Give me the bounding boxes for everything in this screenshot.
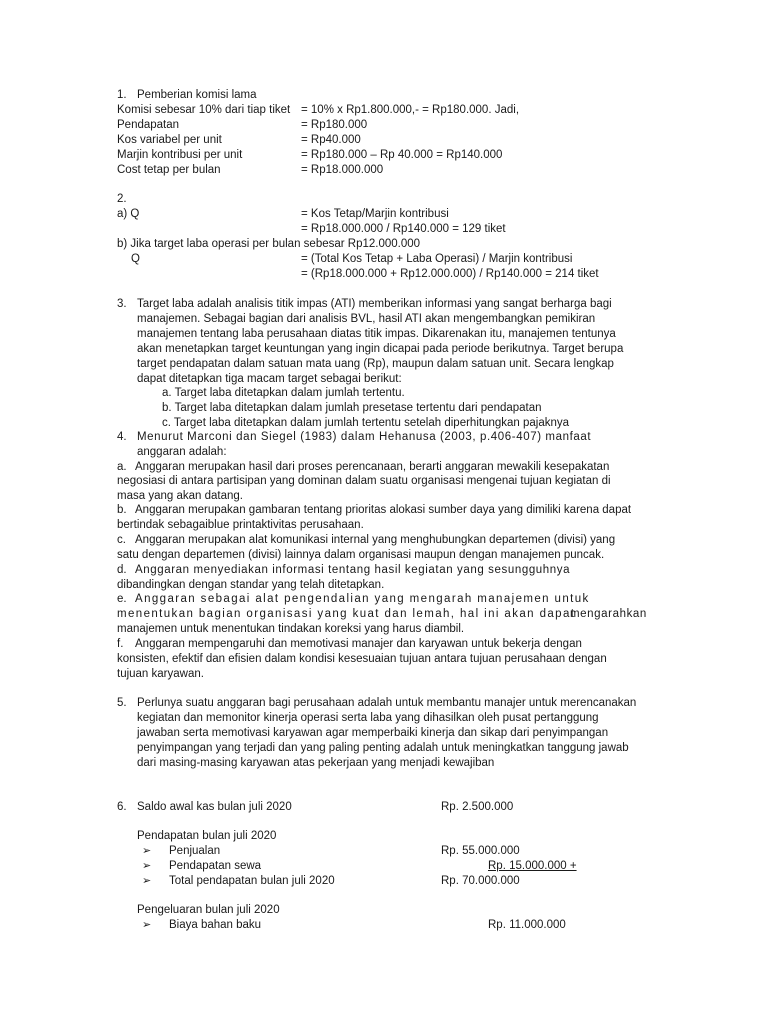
list-item: c. Target laba ditetapkan dalam jumlah tertentu setelah diperhitungkan pajaknya [162,417,570,429]
section-1-number: 1. [117,89,127,101]
row-value: = Rp180.000 [301,119,368,131]
item-text: negosiasi di antara partisipan yang dominan dalam suatu organisasi mengenai tujuan kegiatan di [117,475,611,487]
pendapatan-item-value: Rp. 55.000.000 [441,845,520,857]
item-text: tujuan karyawan. [117,668,204,680]
section-6-number: 6. [117,801,127,813]
paragraph-line: kegiatan dan memonitor kinerja operasi serta laba yang dihasilkan oleh pusat pertanggung [137,712,599,724]
paragraph-line: jawaban serta memotivasi karyawan agar memperbaiki kinerja dan sikap dari penyimpangan [137,727,609,739]
row-label: Komisi sebesar 10% dari tiap tiket [117,104,291,116]
pendapatan-item-value: Rp. 15.000.000 + [488,860,577,872]
row-label: Kos variabel per unit [117,134,222,146]
paragraph-line: manajemen. Sebagai bagian dari analisis BVL, hasil ATI akan mengembangkan pemikiran [137,313,596,325]
pengeluaran-item-value: Rp. 11.000.000 [488,919,566,931]
paragraph-line: akan menetapkan target keuntungan yang ingin dicapai pada periode berikutnya. Target berupa [137,343,624,355]
arrow-bullet-icon: ➢ [142,875,152,887]
saldo-label: Saldo awal kas bulan juli 2020 [137,801,292,813]
section-4-intro: Menurut Marconi dan Siegel (1983) dalam Hehanusa (2003, p.406-407) manfaat [137,431,592,443]
q-b-formula: = (Total Kos Tetap + Laba Operasi) / Marjin kontribusi [301,253,573,265]
section-3-number: 3. [117,298,127,310]
section-4-number: 4. [117,431,127,443]
item-text: Anggaran merupakan hasil dari proses perencanaan, berarti anggaran mewakili kesepakatan [135,461,610,473]
pendapatan-total-value: Rp. 70.000.000 [441,875,520,887]
list-item: b. Target laba ditetapkan dalam jumlah presetase tertentu dari pendapatan [162,402,542,414]
item-marker: b. [117,504,127,516]
item-text: Anggaran merupakan gambaran tentang prioritas alokasi sumber daya yang dimiliki karena dapat [135,504,632,516]
item-text: bertindak sebagaiblue printaktivitas perusahaan. [117,519,364,531]
item-text: masa yang akan datang. [117,490,243,502]
q-a-formula: = Kos Tetap/Marjin kontribusi [301,208,449,220]
item-text: dibandingkan dengan standar yang telah ditetapkan. [117,579,385,591]
section-4-intro: anggaran adalah: [137,446,227,458]
q-a-result: = Rp18.000.000 / Rp140.000 = 129 tiket [301,223,506,235]
q-b-intro: b) Jika target laba operasi per bulan sebesar Rp12.000.000 [117,238,421,250]
item-marker: d. [117,564,127,576]
item-marker: c. [117,534,126,546]
row-value: = Rp180.000 – Rp 40.000 = Rp140.000 [301,149,503,161]
row-label: Cost tetap per bulan [117,164,221,176]
item-text: Anggaran sebagai alat pengendalian yang mengarah manajemen untuk [135,593,590,605]
pengeluaran-heading: Pengeluaran bulan juli 2020 [137,904,280,916]
item-text: menentukan bagian organisasi yang kuat dan lemah, hal ini akan dapat [117,608,576,620]
pengeluaran-item-label: Biaya bahan baku [169,919,262,931]
paragraph-line: penyimpangan yang terjadi dan yang paling penting adalah untuk meningkatkan tanggung jawab [137,742,629,754]
q-b-label: Q [131,253,140,265]
row-label: Marjin kontribusi per unit [117,149,243,161]
arrow-bullet-icon: ➢ [142,860,152,872]
row-value: = 10% x Rp1.800.000,- = Rp180.000. Jadi, [301,104,520,116]
pendapatan-heading: Pendapatan bulan juli 2020 [137,830,277,842]
pendapatan-item-label: Pendapatan sewa [169,860,262,872]
section-1-heading: Pemberian komisi lama [137,89,257,101]
item-marker: a. [117,461,127,473]
arrow-bullet-icon: ➢ [142,919,152,931]
pendapatan-total-label: Total pendapatan bulan juli 2020 [169,875,335,887]
item-text: Anggaran mempengaruhi dan memotivasi manajer dan karyawan untuk bekerja dengan [135,638,582,650]
pendapatan-item-label: Penjualan [169,845,221,857]
item-text: Anggaran merupakan alat komunikasi internal yang menghubungkan departemen (divisi) yang [135,534,616,546]
section-5-number: 5. [117,697,127,709]
q-b-result: = (Rp18.000.000 + Rp12.000.000) / Rp140.000 = 214 tiket [301,268,599,280]
arrow-bullet-icon: ➢ [142,845,152,857]
item-text: konsisten, efektif dan efisien dalam kondisi kesesuaian tujuan antara tujuan perusahaan dengan [117,653,607,665]
saldo-value: Rp. 2.500.000 [441,801,514,813]
paragraph-line: dari masing-masing karyawan atas pekerjaan yang menjadi kewajiban [137,757,495,769]
paragraph-line: dapat ditetapkan tiga macam target sebagai berikut: [137,373,402,385]
paragraph-line: Perlunya suatu anggaran bagi perusahaan adalah untuk membantu manajer untuk merencanakan [137,697,637,709]
item-text: mengarahkan [570,608,647,620]
section-2-number: 2. [117,193,127,205]
item-text: Anggaran menyediakan informasi tentang hasil kegiatan yang sesungguhnya [135,564,571,576]
q-a-label: a) Q [117,208,140,220]
paragraph-line: target pendapatan dalam satuan mata uang (Rp), maupun dalam satuan unit. Secara lengkap [137,358,614,370]
item-text: satu dengan departemen (divisi) lainnya dalam organisasi maupun dengan manajemen puncak. [117,549,605,561]
item-text: manajemen untuk menentukan tindakan koreksi yang harus diambil. [117,623,465,635]
item-marker: e. [117,593,127,605]
row-label: Pendapatan [117,119,180,131]
item-marker: f. [117,638,124,650]
row-value: = Rp40.000 [301,134,361,146]
paragraph-line: Target laba adalah analisis titik impas (ATI) memberikan informasi yang sangat berharga bagi [137,298,612,310]
list-item: a. Target laba ditetapkan dalam jumlah tertentu. [162,387,405,399]
paragraph-line: manajemen tentang laba perusahaan diatas titik impas. Dikarenakan itu, manajemen tentunya [137,328,616,340]
row-value: = Rp18.000.000 [301,164,384,176]
